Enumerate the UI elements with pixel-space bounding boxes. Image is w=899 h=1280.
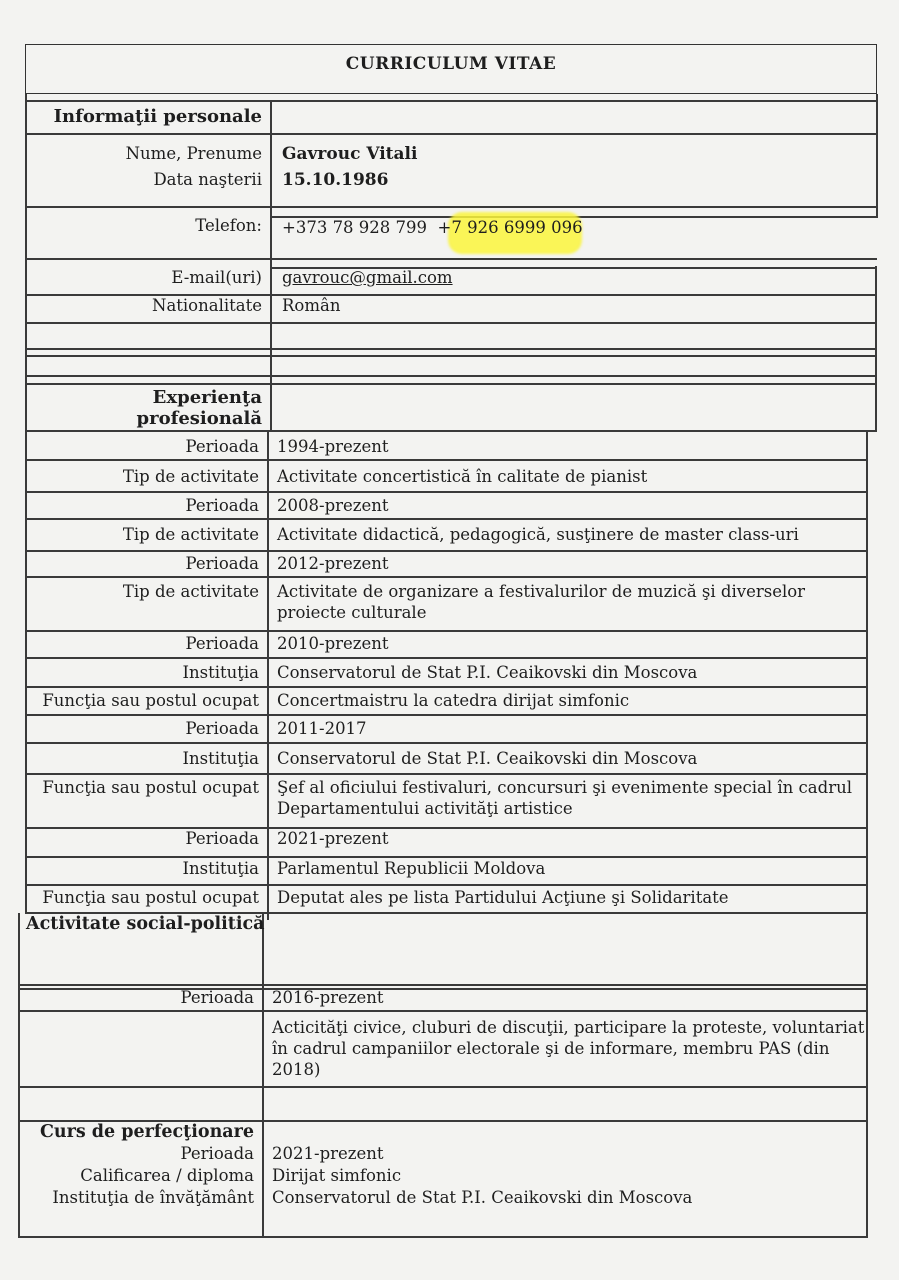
row-divider — [25, 133, 877, 135]
social-desc-line2: în cadrul campaniilor electorale şi de informare, membru PAS (din — [272, 1039, 830, 1058]
nationality-label: Nationalitate — [152, 296, 262, 315]
experience-header-row — [25, 386, 877, 430]
nationality-row — [25, 294, 877, 322]
table-row: Tip de activitate Activitate didactică, pedagogică, susţinere de master class-uri — [122, 525, 799, 544]
experience-header-line1: Experienţa — [152, 387, 262, 408]
course-inst-value: Conservatorul de Stat P.I. Ceaikovski din Moscova — [272, 1188, 693, 1207]
row-divider — [18, 1010, 866, 1012]
row-divider — [25, 714, 867, 716]
row-divider — [18, 1086, 866, 1088]
row-divider — [25, 491, 867, 493]
nationality-value: Român — [282, 296, 341, 315]
row-divider — [25, 322, 876, 324]
row-divider — [25, 206, 877, 208]
birth-value: 15.10.1986 — [282, 170, 389, 190]
table-row: Funcţia sau postul ocupat Şef al oficiului festivaluri, concursuri şi evenimente special în cadrul Departamentului activităţi artistice — [42, 778, 852, 818]
personal-header-row — [25, 101, 877, 133]
social-header-row — [18, 912, 866, 938]
experience-header-line2: profesională — [136, 408, 262, 429]
phone-value: +373 78 928 799 +7 926 6999 096 — [282, 218, 583, 237]
course-qual-value: Dirijat simfonic — [272, 1166, 402, 1185]
row-divider — [25, 383, 876, 385]
row-divider — [25, 576, 867, 578]
social-period-row — [18, 986, 866, 1010]
course-row — [18, 1121, 866, 1216]
email-row — [25, 265, 877, 293]
table-row: Perioada 2011-2017 — [185, 719, 367, 738]
personal-info-header: Informaţii personale — [53, 106, 262, 127]
table-row: Perioada 2008-prezent — [185, 496, 389, 515]
table-row: Perioada 2012-prezent — [185, 554, 389, 573]
row-divider — [25, 657, 867, 659]
row-divider — [25, 884, 867, 886]
row-divider — [25, 742, 867, 744]
table-row: Instituţia Conservatorul de Stat P.I. Ceaikovski din Moscova — [182, 663, 698, 682]
name-row — [25, 141, 877, 201]
table-row: Perioada 2010-prezent — [185, 634, 389, 653]
row-divider — [25, 355, 876, 357]
row-divider — [25, 550, 867, 552]
row-divider — [18, 1236, 867, 1238]
course-period-value: 2021-prezent — [272, 1144, 384, 1163]
row-divider — [25, 430, 876, 432]
row-divider — [25, 375, 876, 377]
row-divider — [25, 348, 876, 350]
row-divider — [25, 686, 867, 688]
social-header: Activitate social-politică — [26, 914, 265, 934]
table-row: Instituţia Parlamentul Republicii Moldova — [182, 859, 546, 878]
email-link[interactable]: gavrouc@gmail.com — [282, 268, 453, 287]
table-row: Funcţia sau postul ocupat Concertmaistru la catedra dirijat simfonic — [42, 691, 630, 710]
course-qual-label: Calificarea / diploma — [80, 1166, 254, 1185]
social-period-value: 2016-prezent — [272, 988, 384, 1007]
name-value: Gavrouc Vitali — [282, 144, 418, 164]
table-row: Funcţia sau postul ocupat Deputat ales pe lista Partidului Acţiune şi Solidaritate — [42, 888, 729, 907]
birth-label: Data naşterii — [153, 170, 262, 189]
social-desc-line1: Acticităţi civice, cluburi de discuţii, participare la proteste, voluntariat — [272, 1018, 865, 1037]
social-period-label: Perioada — [180, 988, 254, 1007]
phone-row — [25, 213, 877, 243]
document-title: CURRICULUM VITAE — [25, 44, 877, 94]
table-row: Perioada 1994-prezent — [185, 437, 389, 456]
row-divider — [25, 518, 867, 520]
row-divider — [25, 630, 867, 632]
row-divider — [25, 258, 877, 260]
table-row: Instituţia Conservatorul de Stat P.I. Ceaikovski din Moscova — [182, 749, 698, 768]
row-divider — [25, 773, 867, 775]
course-inst-label: Instituţia de învăţământ — [52, 1188, 254, 1207]
row-divider — [25, 459, 867, 461]
email-label: E-mail(uri) — [171, 268, 262, 287]
table-border — [866, 913, 868, 1238]
table-row: Tip de activitate Activitate concertistică în calitate de pianist — [122, 467, 648, 486]
table-row: Tip de activitate Activitate de organizare a festivalurilor de muzică şi diverselor proiecte culturale — [122, 582, 806, 622]
course-header: Curs de perfecţionare — [39, 1122, 254, 1142]
name-label: Nume, Prenume — [125, 144, 262, 163]
table-row: Perioada 2021-prezent — [185, 829, 389, 848]
social-description-row — [18, 1017, 866, 1083]
social-desc-line3: 2018) — [272, 1060, 321, 1079]
course-period-label: Perioada — [180, 1144, 254, 1163]
phone-label: Telefon: — [195, 216, 262, 235]
